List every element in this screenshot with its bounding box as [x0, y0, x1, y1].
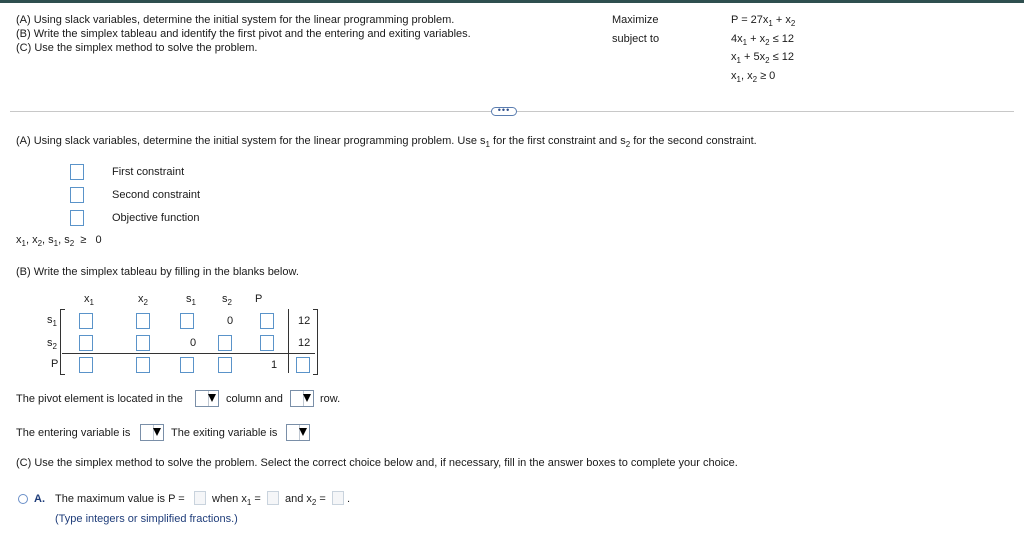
nn-c3: , s [58, 234, 70, 246]
exiting-variable-label: The exiting variable is [171, 427, 278, 439]
part-b-prompt: (B) Write the simplex tableau by filling in the blanks below. [16, 266, 299, 278]
cell-r3-x1[interactable] [79, 357, 93, 373]
pivot-text-pre: The pivot element is located in the [16, 393, 183, 405]
more-button[interactable]: ••• [491, 107, 517, 116]
constraint-nonneg [731, 69, 775, 84]
sub-2: 2 [311, 498, 317, 507]
c2-mid: + 5x [740, 51, 766, 63]
when-text: when x [212, 493, 247, 505]
cell-r2-p[interactable] [260, 335, 274, 351]
top-bar [0, 0, 1024, 3]
first-constraint-input[interactable] [70, 164, 84, 180]
c1-tail: ≤ 12 [769, 33, 794, 45]
first-constraint-label: First constraint [112, 166, 185, 178]
sub-1: 1 [485, 140, 490, 149]
cell-r3-s1[interactable] [180, 357, 194, 373]
c3-mid: , x [740, 70, 753, 82]
eq-text: = [251, 493, 261, 505]
header-base: s [186, 293, 192, 305]
part-a-prompt [16, 134, 757, 149]
sub-1: 1 [246, 498, 252, 507]
header-base: x [84, 293, 90, 305]
part-c-prompt: (C) Use the simplex method to solve the problem. Select the correct choice below and, if necessary, fill in the answer boxes to complete your choice. [16, 457, 738, 469]
header-sub: 2 [227, 298, 232, 307]
objective-function-label: Objective function [112, 212, 200, 224]
dropdown-arrow-icon [153, 428, 161, 436]
sub-2: 2 [37, 239, 43, 248]
option-a-text: The maximum value is P = [55, 493, 185, 505]
cell-r2-s2[interactable] [218, 335, 232, 351]
cell-r2-x1[interactable] [79, 335, 93, 351]
dropdown-arrow-icon [303, 394, 311, 402]
objective-function [731, 13, 795, 28]
maximize-label: Maximize [612, 14, 659, 26]
row-base: s [47, 337, 53, 349]
subject-to-label: subject to [612, 33, 660, 45]
nn-x: x [16, 234, 22, 246]
sub-1: 1 [53, 239, 59, 248]
x1-value-input[interactable] [267, 491, 279, 505]
option-a-letter: A. [34, 493, 45, 505]
nonnegativity-condition [16, 233, 102, 248]
pivot-text-mid: column and [226, 393, 283, 405]
entering-variable-label: The entering variable is [16, 427, 131, 439]
sub-2: 2 [625, 140, 631, 149]
second-constraint-label: Second constraint [112, 189, 201, 201]
constraint-2 [731, 50, 794, 65]
cell-r1-x2[interactable] [136, 313, 150, 329]
sub-2: 2 [765, 38, 770, 47]
option-a-when [212, 492, 261, 507]
entering-variable-dropdown[interactable] [140, 424, 164, 441]
row-base: s [47, 314, 53, 326]
cell-r1-x1[interactable] [79, 313, 93, 329]
header-s2 [222, 292, 232, 307]
cell-r3-rhs[interactable] [296, 357, 310, 373]
eq-text: = [316, 493, 326, 505]
header-sub: 2 [143, 298, 148, 307]
sub-1: 1 [768, 19, 773, 28]
cell-r2-rhs-value: 12 [298, 337, 311, 349]
row-label-s1 [47, 313, 57, 328]
part-a-text-mid: for the first constraint and s [489, 135, 626, 147]
header-sub: 1 [89, 298, 94, 307]
sub-2: 2 [765, 56, 770, 65]
tableau-left-bracket [60, 309, 65, 375]
sub-1: 1 [736, 75, 741, 84]
row-label-s2 [47, 336, 57, 351]
instruction-b: (B) Write the simplex tableau and identify the first pivot and the entering and exiting variables. [16, 28, 471, 40]
header-base: x [138, 293, 144, 305]
option-a-and [285, 492, 326, 507]
pivot-text-post: row. [320, 393, 341, 405]
exiting-variable-dropdown[interactable] [286, 424, 310, 441]
sub-1: 1 [742, 38, 748, 47]
instruction-c: (C) Use the simplex method to solve the problem. [16, 42, 258, 54]
c1-a: 4x [731, 33, 743, 45]
nn-tail: ≥ 0 [74, 234, 102, 246]
c1-mid: + x [747, 33, 766, 45]
instruction-a: (A) Using slack variables, determine the initial system for the linear programming problem. [16, 14, 455, 26]
objective-text-mid: + x [772, 14, 791, 26]
part-a-text: (A) Using slack variables, determine the initial system for the linear programming problem. Use s [16, 135, 486, 147]
objective-text: P = 27x [731, 14, 769, 26]
tableau-right-bracket [313, 309, 318, 375]
row-sub: 1 [52, 319, 57, 328]
cell-r1-p[interactable] [260, 313, 274, 329]
sub-2: 2 [69, 239, 75, 248]
x2-value-input[interactable] [332, 491, 344, 505]
cell-r2-x2[interactable] [136, 335, 150, 351]
option-a-period: . [347, 493, 351, 505]
pivot-row-dropdown[interactable] [290, 390, 314, 407]
c2-a: x [731, 51, 737, 63]
header-base: s [222, 293, 228, 305]
cell-r2-s1-value: 0 [190, 337, 197, 349]
dropdown-arrow-icon [299, 428, 307, 436]
cell-r1-s2-value: 0 [227, 315, 234, 327]
pivot-column-dropdown[interactable] [195, 390, 219, 407]
header-s1 [186, 292, 196, 307]
sub-1: 1 [736, 56, 741, 65]
second-constraint-input[interactable] [70, 187, 84, 203]
sub-1: 1 [21, 239, 26, 248]
row-label-p [51, 357, 58, 371]
part-a-text-post: for the second constraint. [630, 135, 757, 147]
dropdown-arrow-icon [208, 394, 216, 402]
header-base: P [255, 293, 263, 305]
cell-r1-rhs-value: 12 [298, 315, 311, 327]
row-sub: 2 [52, 342, 57, 351]
tableau-objective-divider [62, 353, 315, 354]
nn-c2: , s [42, 234, 54, 246]
row-base: P [51, 358, 59, 370]
nn-c1: , x [25, 234, 38, 246]
cell-r3-s2[interactable] [218, 357, 232, 373]
cell-r3-p-value: 1 [271, 359, 278, 371]
max-p-input[interactable] [194, 491, 206, 505]
sub-2: 2 [752, 75, 758, 84]
cell-r3-x2[interactable] [136, 357, 150, 373]
c3-a: x [731, 70, 737, 82]
header-x2 [138, 292, 148, 307]
sub-2: 2 [790, 19, 796, 28]
c2-tail: ≤ 12 [769, 51, 794, 63]
and-text: and x [285, 493, 312, 505]
c3-tail: ≥ 0 [757, 70, 776, 82]
tableau-rhs-divider [288, 309, 289, 373]
header-sub: 1 [191, 298, 196, 307]
header-x1 [84, 292, 94, 307]
answer-format-hint: (Type integers or simplified fractions.) [55, 513, 238, 525]
cell-r1-s1[interactable] [180, 313, 194, 329]
objective-function-input[interactable] [70, 210, 84, 226]
constraint-1 [731, 32, 794, 47]
option-a-radio[interactable] [18, 494, 28, 504]
header-p [255, 292, 262, 306]
